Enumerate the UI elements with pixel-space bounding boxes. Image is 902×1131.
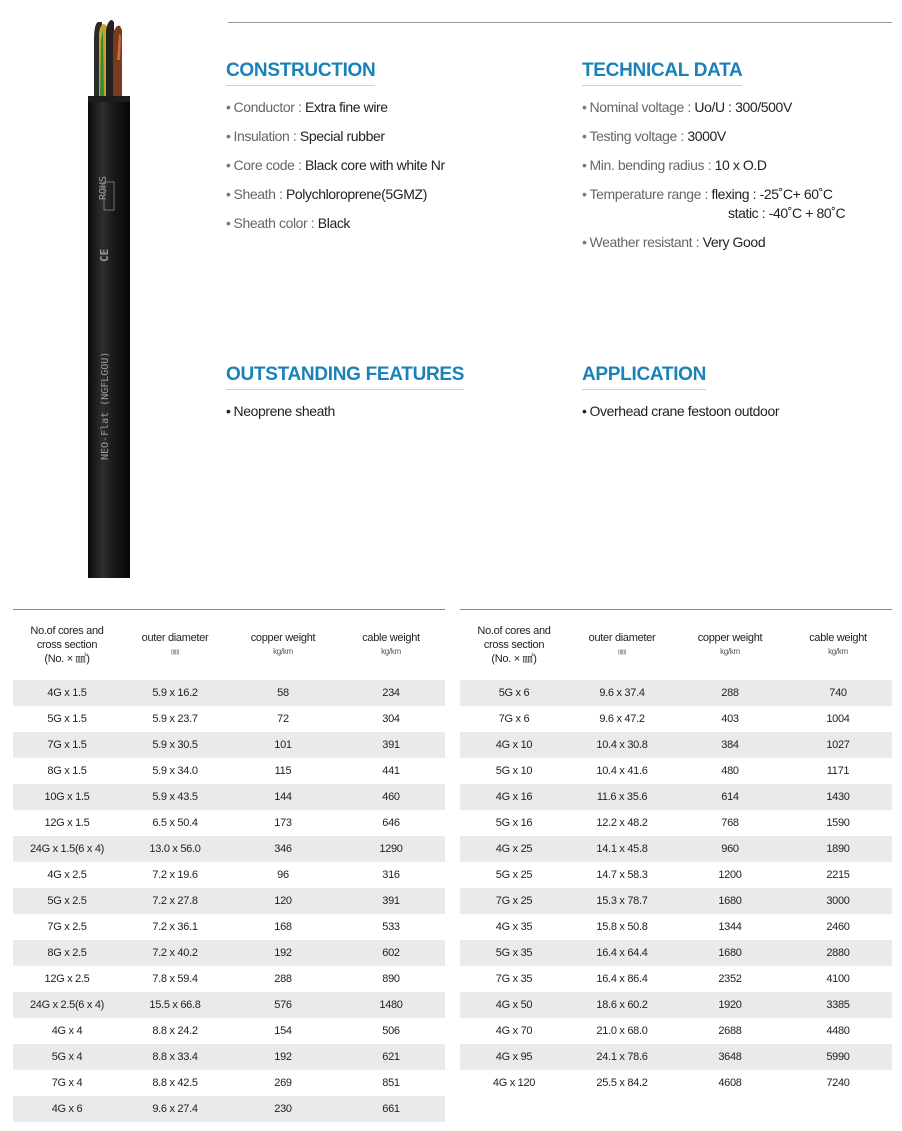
cell-cores: 7G x 35: [495, 973, 533, 985]
cell-outer-diameter: 10.4 x 30.8: [596, 739, 648, 751]
cell-cable-weight: 1890: [826, 843, 850, 855]
cell-cores: 12G x 2.5: [44, 973, 90, 985]
cell-copper-weight: 1680: [718, 947, 742, 959]
cell-copper-weight: 192: [274, 1051, 292, 1063]
list-item: • Sheath : Polychloroprene(5GMZ): [226, 186, 427, 202]
cell-copper-weight: 346: [274, 843, 292, 855]
list-item: • Nominal voltage : Uo/U : 300/500V: [582, 99, 792, 115]
cell-copper-weight: 384: [721, 739, 739, 751]
list-item: • Insulation : Special rubber: [226, 128, 385, 144]
table-row: [13, 836, 445, 862]
table-row: [460, 1044, 892, 1070]
cell-cores: 5G x 4: [51, 1051, 83, 1063]
cell-copper-weight: 173: [274, 817, 292, 829]
table-row: [13, 784, 445, 810]
rohs-mark: ROHS: [98, 175, 109, 200]
cell-cable-weight: 2460: [826, 921, 850, 933]
wire-cores-icon: [94, 20, 122, 100]
table-row: [13, 680, 445, 706]
cell-cores: 12G x 1.5: [44, 817, 90, 829]
cell-cable-weight: 2215: [826, 869, 850, 881]
cell-cores: 5G x 16: [495, 817, 533, 829]
cell-cable-weight: 661: [382, 1103, 400, 1115]
cell-copper-weight: 120: [274, 895, 292, 907]
cell-cable-weight: 506: [382, 1025, 400, 1037]
top-divider: [228, 22, 892, 23]
cell-copper-weight: 480: [721, 765, 739, 777]
application-section: [582, 364, 779, 426]
technical-data-title: TECHNICAL DATA: [582, 60, 742, 86]
features-list: [226, 397, 464, 426]
table-row: [460, 940, 892, 966]
cell-copper-weight: 1344: [718, 921, 742, 933]
cell-outer-diameter: 5.9 x 16.2: [152, 687, 198, 699]
list-item: • Overhead crane festoon outdoor: [582, 403, 780, 419]
cell-cable-weight: 1430: [826, 791, 850, 803]
cell-cores: 5G x 6: [498, 687, 530, 699]
cell-outer-diameter: 11.6 x 35.6: [596, 791, 648, 803]
cell-copper-weight: 115: [274, 765, 292, 777]
cell-cores: 4G x 2.5: [47, 869, 87, 881]
cell-cores: 4G x 4: [51, 1025, 83, 1037]
table-row: [460, 758, 892, 784]
cell-cable-weight: 2880: [826, 947, 850, 959]
cell-copper-weight: 4608: [718, 1077, 742, 1089]
table-row: [460, 1070, 892, 1096]
list-item: • Testing voltage : 3000V: [582, 128, 726, 144]
table-row: [13, 1044, 445, 1070]
spec-table-left: [13, 609, 445, 1122]
cell-copper-weight: 101: [274, 739, 292, 751]
cell-outer-diameter: 5.9 x 34.0: [152, 765, 198, 777]
cell-copper-weight: 288: [274, 973, 292, 985]
cell-outer-diameter: 14.1 x 45.8: [596, 843, 648, 855]
header-cable-weight: cable weight kg/km: [809, 632, 867, 656]
cell-cable-weight: 391: [382, 739, 400, 751]
cell-cores: 7G x 2.5: [47, 921, 87, 933]
list-item: • Conductor : Extra fine wire: [226, 99, 388, 115]
cell-cores: 7G x 6: [498, 713, 530, 725]
cell-copper-weight: 960: [721, 843, 739, 855]
table-row: [13, 992, 445, 1018]
application-title: APPLICATION: [582, 364, 706, 390]
table-row: [13, 1018, 445, 1044]
cell-copper-weight: 614: [721, 791, 739, 803]
cell-cable-weight: 4100: [826, 973, 850, 985]
cell-outer-diameter: 8.8 x 33.4: [152, 1051, 198, 1063]
cell-cable-weight: 460: [382, 791, 400, 803]
cell-cores: 5G x 25: [495, 869, 533, 881]
cell-cable-weight: 740: [829, 687, 847, 699]
cell-cores: 10G x 1.5: [44, 791, 90, 803]
cell-cores: 4G x 6: [51, 1103, 83, 1115]
cell-copper-weight: 144: [274, 791, 292, 803]
cell-cable-weight: 1290: [379, 843, 403, 855]
cell-cores: 24G x 2.5(6 x 4): [29, 999, 105, 1011]
table-body: [460, 680, 892, 1096]
cell-outer-diameter: 18.6 x 60.2: [596, 999, 648, 1011]
cell-cable-weight: 1590: [826, 817, 850, 829]
cell-outer-diameter: 21.0 x 68.0: [596, 1025, 648, 1037]
cell-cores: 7G x 4: [51, 1077, 83, 1089]
table-row: [13, 966, 445, 992]
list-item: • Min. bending radius : 10 x O.D: [582, 157, 767, 173]
header-copper-weight: copper weight kg/km: [250, 632, 316, 656]
table-row: [460, 784, 892, 810]
cell-copper-weight: 154: [274, 1025, 292, 1037]
cell-cable-weight: 316: [382, 869, 400, 881]
cell-cable-weight: 3000: [826, 895, 850, 907]
cell-copper-weight: 168: [274, 921, 292, 933]
cell-cores: 4G x 16: [495, 791, 533, 803]
cell-cores: 5G x 1.5: [47, 713, 87, 725]
header-cores: No.of cores and cross section (No. × ㎟): [477, 625, 551, 665]
cell-outer-diameter: 15.5 x 66.8: [149, 999, 201, 1011]
cell-copper-weight: 72: [277, 713, 289, 725]
cell-outer-diameter: 7.2 x 36.1: [152, 921, 198, 933]
list-item: • Sheath color : Black: [226, 215, 351, 231]
table-header: [13, 610, 445, 680]
cell-copper-weight: 2352: [718, 973, 742, 985]
cell-copper-weight: 58: [277, 687, 289, 699]
cell-cores: 24G x 1.5(6 x 4): [29, 843, 105, 855]
list-item: • Temperature range : flexing : -25˚C+ 60˚C static : -40˚C + 80˚C: [582, 186, 846, 221]
cell-cores: 5G x 35: [495, 947, 533, 959]
cell-cable-weight: 304: [382, 713, 400, 725]
cell-outer-diameter: 12.2 x 48.2: [596, 817, 648, 829]
cell-outer-diameter: 7.2 x 19.6: [152, 869, 198, 881]
cell-cable-weight: 7240: [826, 1077, 850, 1089]
header-outer-diameter: outer diameter ㎜: [141, 632, 209, 656]
cell-cores: 4G x 120: [492, 1077, 536, 1089]
cell-outer-diameter: 5.9 x 23.7: [152, 713, 198, 725]
cell-outer-diameter: 10.4 x 41.6: [596, 765, 648, 777]
table-row: [13, 732, 445, 758]
technical-data-section: [582, 60, 845, 257]
cell-cable-weight: 890: [382, 973, 400, 985]
cell-copper-weight: 230: [274, 1103, 292, 1115]
cell-outer-diameter: 16.4 x 86.4: [596, 973, 648, 985]
cell-outer-diameter: 6.5 x 50.4: [152, 817, 198, 829]
cell-outer-diameter: 5.9 x 30.5: [152, 739, 198, 751]
cell-cores: 4G x 25: [495, 843, 533, 855]
cell-outer-diameter: 15.3 x 78.7: [596, 895, 648, 907]
cell-cores: 8G x 2.5: [47, 947, 87, 959]
list-item: • Core code : Black core with white Nr: [226, 157, 445, 173]
cell-outer-diameter: 9.6 x 47.2: [599, 713, 645, 725]
cell-cable-weight: 646: [382, 817, 400, 829]
table-row: [13, 940, 445, 966]
cell-copper-weight: 192: [274, 947, 292, 959]
table-row: [460, 706, 892, 732]
cable-image: [88, 0, 130, 578]
application-list: [582, 397, 779, 426]
cell-outer-diameter: 7.8 x 59.4: [152, 973, 198, 985]
cell-copper-weight: 3648: [718, 1051, 742, 1063]
table-row: [13, 888, 445, 914]
ce-mark: CE: [98, 248, 111, 262]
table-row: [460, 680, 892, 706]
cell-outer-diameter: 8.8 x 42.5: [152, 1077, 198, 1089]
cell-cable-weight: 3385: [826, 999, 850, 1011]
cell-cable-weight: 602: [382, 947, 400, 959]
cell-cores: 4G x 95: [495, 1051, 533, 1063]
table-row: [460, 888, 892, 914]
table-row: [460, 992, 892, 1018]
table-row: [460, 914, 892, 940]
cell-outer-diameter: 15.8 x 50.8: [596, 921, 648, 933]
table-row: [13, 758, 445, 784]
cell-cores: 4G x 1.5: [47, 687, 87, 699]
cell-copper-weight: 403: [721, 713, 739, 725]
table-row: [460, 810, 892, 836]
cell-outer-diameter: 13.0 x 56.0: [149, 843, 201, 855]
spec-table-right: [460, 609, 892, 1096]
cell-outer-diameter: 16.4 x 64.4: [596, 947, 648, 959]
cell-cable-weight: 5990: [826, 1051, 850, 1063]
technical-data-list: [582, 93, 845, 257]
cell-copper-weight: 1200: [718, 869, 742, 881]
header-copper-weight: copper weight kg/km: [697, 632, 763, 656]
table-row: [13, 1070, 445, 1096]
cell-outer-diameter: 25.5 x 84.2: [596, 1077, 648, 1089]
list-item: • Weather resistant : Very Good: [582, 234, 766, 250]
cell-cores: 7G x 25: [495, 895, 533, 907]
cell-cable-weight: 533: [382, 921, 400, 933]
construction-section: [226, 60, 445, 238]
cell-outer-diameter: 9.6 x 37.4: [599, 687, 645, 699]
cell-cores: 7G x 1.5: [47, 739, 87, 751]
table-row: [13, 862, 445, 888]
cell-outer-diameter: 7.2 x 27.8: [152, 895, 198, 907]
cell-outer-diameter: 5.9 x 43.5: [152, 791, 198, 803]
table-row: [460, 732, 892, 758]
cell-copper-weight: 576: [274, 999, 292, 1011]
cell-outer-diameter: 7.2 x 40.2: [152, 947, 198, 959]
cell-copper-weight: 768: [721, 817, 739, 829]
cell-copper-weight: 2688: [718, 1025, 742, 1037]
cell-cores: 5G x 2.5: [47, 895, 87, 907]
cell-copper-weight: 1920: [718, 999, 742, 1011]
table-body: [13, 680, 445, 1122]
table-header: [460, 610, 892, 680]
table-row: [460, 966, 892, 992]
table-row: [460, 1018, 892, 1044]
cell-cable-weight: 1027: [826, 739, 850, 751]
cell-cable-weight: 441: [382, 765, 400, 777]
table-row: [13, 810, 445, 836]
cell-copper-weight: 1680: [718, 895, 742, 907]
table-row: [460, 862, 892, 888]
cell-cores: 4G x 10: [495, 739, 533, 751]
table-row: [13, 914, 445, 940]
list-item: • Neoprene sheath: [226, 403, 335, 419]
cell-cable-weight: 1480: [379, 999, 403, 1011]
cell-cores: 5G x 10: [495, 765, 533, 777]
cell-cable-weight: 234: [382, 687, 400, 699]
header-cable-weight: cable weight kg/km: [362, 632, 420, 656]
features-title: OUTSTANDING FEATURES: [226, 364, 464, 390]
cable-print-text: NEO-Flat (NGFLGOU): [100, 351, 111, 460]
cell-cable-weight: 621: [382, 1051, 400, 1063]
cell-cable-weight: 1004: [826, 713, 850, 725]
cell-outer-diameter: 14.7 x 58.3: [596, 869, 648, 881]
cell-cable-weight: 4480: [826, 1025, 850, 1037]
cell-cores: 4G x 50: [495, 999, 533, 1011]
cell-cable-weight: 851: [382, 1077, 400, 1089]
header-outer-diameter: outer diameter ㎜: [588, 632, 656, 656]
table-row: [460, 836, 892, 862]
cell-cores: 8G x 1.5: [47, 765, 87, 777]
header-cores: No.of cores and cross section (No. × ㎟): [30, 625, 104, 665]
construction-title: CONSTRUCTION: [226, 60, 375, 86]
cell-copper-weight: 96: [277, 869, 289, 881]
cell-outer-diameter: 9.6 x 27.4: [152, 1103, 198, 1115]
cell-cable-weight: 1171: [826, 765, 850, 777]
cell-copper-weight: 288: [721, 687, 739, 699]
cell-cores: 4G x 70: [495, 1025, 533, 1037]
cell-cores: 4G x 35: [495, 921, 533, 933]
cell-outer-diameter: 24.1 x 78.6: [596, 1051, 648, 1063]
cell-copper-weight: 269: [274, 1077, 292, 1089]
cell-outer-diameter: 8.8 x 24.2: [152, 1025, 198, 1037]
construction-list: [226, 93, 445, 238]
cell-cable-weight: 391: [382, 895, 400, 907]
table-row: [13, 706, 445, 732]
features-section: [226, 364, 464, 426]
table-row: [13, 1096, 445, 1122]
